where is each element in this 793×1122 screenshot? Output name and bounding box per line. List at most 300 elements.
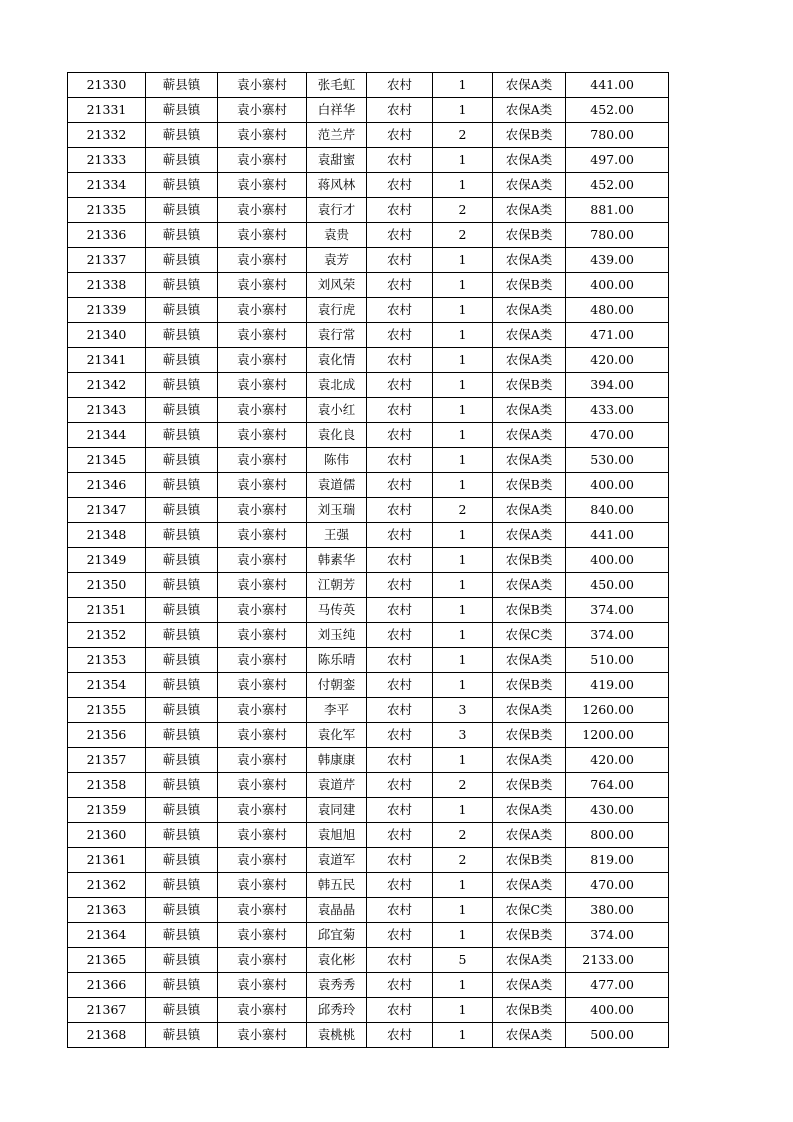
amount-cell: 441.00 (566, 73, 669, 98)
amount-cell: 470.00 (566, 873, 669, 898)
amount-cell: 780.00 (566, 123, 669, 148)
table-row (68, 723, 669, 748)
serial-number-cell: 21365 (68, 948, 146, 973)
area-type-cell: 农村 (367, 823, 433, 848)
village-cell: 袁小寨村 (218, 323, 307, 348)
household-size-cell: 1 (433, 748, 493, 773)
household-size-cell: 1 (433, 623, 493, 648)
town-cell: 蕲县镇 (146, 323, 218, 348)
table-row (68, 473, 669, 498)
village-cell: 袁小寨村 (218, 498, 307, 523)
category-cell: 农保A类 (493, 348, 566, 373)
area-type-cell: 农村 (367, 873, 433, 898)
town-cell: 蕲县镇 (146, 723, 218, 748)
amount-cell: 420.00 (566, 348, 669, 373)
category-cell: 农保B类 (493, 223, 566, 248)
village-cell: 袁小寨村 (218, 623, 307, 648)
town-cell: 蕲县镇 (146, 948, 218, 973)
village-cell: 袁小寨村 (218, 823, 307, 848)
serial-number-cell: 21362 (68, 873, 146, 898)
household-size-cell: 1 (433, 898, 493, 923)
area-type-cell: 农村 (367, 98, 433, 123)
town-cell: 蕲县镇 (146, 248, 218, 273)
household-size-cell: 1 (433, 398, 493, 423)
town-cell: 蕲县镇 (146, 998, 218, 1023)
category-cell: 农保B类 (493, 773, 566, 798)
town-cell: 蕲县镇 (146, 223, 218, 248)
name-cell: 袁小红 (307, 398, 367, 423)
amount-cell: 500.00 (566, 1023, 669, 1048)
name-cell: 袁贵 (307, 223, 367, 248)
village-cell: 袁小寨村 (218, 698, 307, 723)
household-size-cell: 1 (433, 423, 493, 448)
serial-number-cell: 21344 (68, 423, 146, 448)
name-cell: 范兰芹 (307, 123, 367, 148)
name-cell: 邱秀玲 (307, 998, 367, 1023)
household-size-cell: 1 (433, 248, 493, 273)
village-cell: 袁小寨村 (218, 123, 307, 148)
area-type-cell: 农村 (367, 798, 433, 823)
category-cell: 农保C类 (493, 623, 566, 648)
name-cell: 袁秀秀 (307, 973, 367, 998)
village-cell: 袁小寨村 (218, 973, 307, 998)
serial-number-cell: 21336 (68, 223, 146, 248)
household-size-cell: 5 (433, 948, 493, 973)
serial-number-cell: 21345 (68, 448, 146, 473)
name-cell: 陈伟 (307, 448, 367, 473)
area-type-cell: 农村 (367, 548, 433, 573)
village-cell: 袁小寨村 (218, 573, 307, 598)
household-size-cell: 1 (433, 173, 493, 198)
name-cell: 袁甜蜜 (307, 148, 367, 173)
town-cell: 蕲县镇 (146, 848, 218, 873)
table-row (68, 323, 669, 348)
town-cell: 蕲县镇 (146, 773, 218, 798)
amount-cell: 374.00 (566, 598, 669, 623)
category-cell: 农保B类 (493, 998, 566, 1023)
town-cell: 蕲县镇 (146, 173, 218, 198)
table-row (68, 98, 669, 123)
household-size-cell: 2 (433, 848, 493, 873)
serial-number-cell: 21346 (68, 473, 146, 498)
name-cell: 袁化军 (307, 723, 367, 748)
village-cell: 袁小寨村 (218, 648, 307, 673)
table-body (68, 73, 669, 1048)
table-row (68, 823, 669, 848)
category-cell: 农保A类 (493, 973, 566, 998)
area-type-cell: 农村 (367, 498, 433, 523)
town-cell: 蕲县镇 (146, 873, 218, 898)
serial-number-cell: 21353 (68, 648, 146, 673)
serial-number-cell: 21341 (68, 348, 146, 373)
household-size-cell: 1 (433, 98, 493, 123)
serial-number-cell: 21358 (68, 773, 146, 798)
household-size-cell: 1 (433, 523, 493, 548)
village-cell: 袁小寨村 (218, 873, 307, 898)
table-row (68, 73, 669, 98)
village-cell: 袁小寨村 (218, 848, 307, 873)
area-type-cell: 农村 (367, 348, 433, 373)
amount-cell: 1200.00 (566, 723, 669, 748)
village-cell: 袁小寨村 (218, 798, 307, 823)
household-size-cell: 1 (433, 348, 493, 373)
category-cell: 农保A类 (493, 498, 566, 523)
town-cell: 蕲县镇 (146, 473, 218, 498)
town-cell: 蕲县镇 (146, 523, 218, 548)
category-cell: 农保A类 (493, 573, 566, 598)
household-size-cell: 1 (433, 323, 493, 348)
serial-number-cell: 21363 (68, 898, 146, 923)
amount-cell: 380.00 (566, 898, 669, 923)
town-cell: 蕲县镇 (146, 748, 218, 773)
serial-number-cell: 21338 (68, 273, 146, 298)
amount-cell: 470.00 (566, 423, 669, 448)
area-type-cell: 农村 (367, 723, 433, 748)
town-cell: 蕲县镇 (146, 398, 218, 423)
table-row (68, 798, 669, 823)
village-cell: 袁小寨村 (218, 373, 307, 398)
area-type-cell: 农村 (367, 323, 433, 348)
area-type-cell: 农村 (367, 298, 433, 323)
area-type-cell: 农村 (367, 573, 433, 598)
village-cell: 袁小寨村 (218, 98, 307, 123)
town-cell: 蕲县镇 (146, 73, 218, 98)
town-cell: 蕲县镇 (146, 498, 218, 523)
household-size-cell: 1 (433, 473, 493, 498)
town-cell: 蕲县镇 (146, 673, 218, 698)
table-row (68, 973, 669, 998)
village-cell: 袁小寨村 (218, 598, 307, 623)
table-row (68, 198, 669, 223)
records-table (67, 72, 669, 1048)
serial-number-cell: 21352 (68, 623, 146, 648)
serial-number-cell: 21367 (68, 998, 146, 1023)
name-cell: 刘玉纯 (307, 623, 367, 648)
category-cell: 农保A类 (493, 248, 566, 273)
table-row (68, 498, 669, 523)
village-cell: 袁小寨村 (218, 923, 307, 948)
name-cell: 袁行常 (307, 323, 367, 348)
area-type-cell: 农村 (367, 598, 433, 623)
village-cell: 袁小寨村 (218, 398, 307, 423)
amount-cell: 374.00 (566, 623, 669, 648)
area-type-cell: 农村 (367, 73, 433, 98)
name-cell: 袁北成 (307, 373, 367, 398)
town-cell: 蕲县镇 (146, 798, 218, 823)
serial-number-cell: 21330 (68, 73, 146, 98)
table-row (68, 998, 669, 1023)
area-type-cell: 农村 (367, 698, 433, 723)
serial-number-cell: 21340 (68, 323, 146, 348)
category-cell: 农保A类 (493, 748, 566, 773)
household-size-cell: 2 (433, 823, 493, 848)
amount-cell: 400.00 (566, 273, 669, 298)
area-type-cell: 农村 (367, 973, 433, 998)
area-type-cell: 农村 (367, 423, 433, 448)
village-cell: 袁小寨村 (218, 548, 307, 573)
name-cell: 付朝銮 (307, 673, 367, 698)
table-row (68, 673, 669, 698)
category-cell: 农保A类 (493, 523, 566, 548)
village-cell: 袁小寨村 (218, 748, 307, 773)
table-row (68, 173, 669, 198)
category-cell: 农保C类 (493, 898, 566, 923)
name-cell: 袁芳 (307, 248, 367, 273)
category-cell: 农保A类 (493, 323, 566, 348)
household-size-cell: 1 (433, 298, 493, 323)
table-row (68, 848, 669, 873)
town-cell: 蕲县镇 (146, 548, 218, 573)
area-type-cell: 农村 (367, 223, 433, 248)
area-type-cell: 农村 (367, 998, 433, 1023)
category-cell: 农保B类 (493, 723, 566, 748)
table-row (68, 573, 669, 598)
household-size-cell: 1 (433, 873, 493, 898)
name-cell: 袁道儒 (307, 473, 367, 498)
serial-number-cell: 21356 (68, 723, 146, 748)
area-type-cell: 农村 (367, 848, 433, 873)
village-cell: 袁小寨村 (218, 673, 307, 698)
village-cell: 袁小寨村 (218, 273, 307, 298)
name-cell: 邱宜菊 (307, 923, 367, 948)
area-type-cell: 农村 (367, 948, 433, 973)
amount-cell: 400.00 (566, 548, 669, 573)
serial-number-cell: 21350 (68, 573, 146, 598)
category-cell: 农保A类 (493, 398, 566, 423)
serial-number-cell: 21361 (68, 848, 146, 873)
village-cell: 袁小寨村 (218, 998, 307, 1023)
name-cell: 袁行才 (307, 198, 367, 223)
household-size-cell: 1 (433, 798, 493, 823)
household-size-cell: 1 (433, 673, 493, 698)
village-cell: 袁小寨村 (218, 723, 307, 748)
name-cell: 袁晶晶 (307, 898, 367, 923)
area-type-cell: 农村 (367, 623, 433, 648)
category-cell: 农保A类 (493, 98, 566, 123)
amount-cell: 530.00 (566, 448, 669, 473)
village-cell: 袁小寨村 (218, 523, 307, 548)
name-cell: 袁旭旭 (307, 823, 367, 848)
table-row (68, 348, 669, 373)
area-type-cell: 农村 (367, 273, 433, 298)
name-cell: 江朝芳 (307, 573, 367, 598)
name-cell: 袁化良 (307, 423, 367, 448)
area-type-cell: 农村 (367, 523, 433, 548)
serial-number-cell: 21364 (68, 923, 146, 948)
household-size-cell: 1 (433, 573, 493, 598)
amount-cell: 433.00 (566, 398, 669, 423)
category-cell: 农保B类 (493, 673, 566, 698)
serial-number-cell: 21337 (68, 248, 146, 273)
name-cell: 陈乐晴 (307, 648, 367, 673)
amount-cell: 471.00 (566, 323, 669, 348)
area-type-cell: 农村 (367, 398, 433, 423)
area-type-cell: 农村 (367, 373, 433, 398)
village-cell: 袁小寨村 (218, 248, 307, 273)
village-cell: 袁小寨村 (218, 298, 307, 323)
household-size-cell: 1 (433, 448, 493, 473)
town-cell: 蕲县镇 (146, 423, 218, 448)
table-row (68, 748, 669, 773)
town-cell: 蕲县镇 (146, 898, 218, 923)
table-row (68, 523, 669, 548)
town-cell: 蕲县镇 (146, 298, 218, 323)
name-cell: 袁道芹 (307, 773, 367, 798)
area-type-cell: 农村 (367, 473, 433, 498)
amount-cell: 510.00 (566, 648, 669, 673)
category-cell: 农保B类 (493, 848, 566, 873)
village-cell: 袁小寨村 (218, 73, 307, 98)
category-cell: 农保A类 (493, 798, 566, 823)
town-cell: 蕲县镇 (146, 98, 218, 123)
category-cell: 农保A类 (493, 298, 566, 323)
amount-cell: 480.00 (566, 298, 669, 323)
amount-cell: 1260.00 (566, 698, 669, 723)
category-cell: 农保A类 (493, 198, 566, 223)
town-cell: 蕲县镇 (146, 273, 218, 298)
area-type-cell: 农村 (367, 748, 433, 773)
town-cell: 蕲县镇 (146, 123, 218, 148)
town-cell: 蕲县镇 (146, 448, 218, 473)
category-cell: 农保B类 (493, 923, 566, 948)
serial-number-cell: 21351 (68, 598, 146, 623)
village-cell: 袁小寨村 (218, 223, 307, 248)
category-cell: 农保B类 (493, 548, 566, 573)
category-cell: 农保A类 (493, 698, 566, 723)
amount-cell: 441.00 (566, 523, 669, 548)
town-cell: 蕲县镇 (146, 923, 218, 948)
name-cell: 袁道军 (307, 848, 367, 873)
household-size-cell: 2 (433, 123, 493, 148)
household-size-cell: 1 (433, 73, 493, 98)
village-cell: 袁小寨村 (218, 1023, 307, 1048)
name-cell: 韩素华 (307, 548, 367, 573)
table-row (68, 548, 669, 573)
amount-cell: 452.00 (566, 173, 669, 198)
town-cell: 蕲县镇 (146, 148, 218, 173)
table-row (68, 423, 669, 448)
household-size-cell: 1 (433, 973, 493, 998)
area-type-cell: 农村 (367, 1023, 433, 1048)
village-cell: 袁小寨村 (218, 448, 307, 473)
serial-number-cell: 21339 (68, 298, 146, 323)
amount-cell: 2133.00 (566, 948, 669, 973)
amount-cell: 374.00 (566, 923, 669, 948)
name-cell: 蒋风林 (307, 173, 367, 198)
name-cell: 袁化情 (307, 348, 367, 373)
serial-number-cell: 21349 (68, 548, 146, 573)
name-cell: 张毛虹 (307, 73, 367, 98)
amount-cell: 400.00 (566, 473, 669, 498)
area-type-cell: 农村 (367, 173, 433, 198)
village-cell: 袁小寨村 (218, 773, 307, 798)
category-cell: 农保B类 (493, 123, 566, 148)
area-type-cell: 农村 (367, 923, 433, 948)
area-type-cell: 农村 (367, 673, 433, 698)
category-cell: 农保A类 (493, 148, 566, 173)
serial-number-cell: 21334 (68, 173, 146, 198)
household-size-cell: 1 (433, 598, 493, 623)
household-size-cell: 1 (433, 548, 493, 573)
household-size-cell: 1 (433, 998, 493, 1023)
town-cell: 蕲县镇 (146, 198, 218, 223)
village-cell: 袁小寨村 (218, 948, 307, 973)
area-type-cell: 农村 (367, 248, 433, 273)
amount-cell: 881.00 (566, 198, 669, 223)
serial-number-cell: 21360 (68, 823, 146, 848)
category-cell: 农保B类 (493, 273, 566, 298)
amount-cell: 450.00 (566, 573, 669, 598)
table-row (68, 248, 669, 273)
serial-number-cell: 21359 (68, 798, 146, 823)
table-row (68, 948, 669, 973)
table-row (68, 773, 669, 798)
name-cell: 袁同建 (307, 798, 367, 823)
household-size-cell: 1 (433, 1023, 493, 1048)
table-row (68, 223, 669, 248)
amount-cell: 394.00 (566, 373, 669, 398)
town-cell: 蕲县镇 (146, 698, 218, 723)
name-cell: 马传英 (307, 598, 367, 623)
village-cell: 袁小寨村 (218, 348, 307, 373)
serial-number-cell: 21355 (68, 698, 146, 723)
town-cell: 蕲县镇 (146, 573, 218, 598)
serial-number-cell: 21366 (68, 973, 146, 998)
amount-cell: 819.00 (566, 848, 669, 873)
table-row (68, 398, 669, 423)
town-cell: 蕲县镇 (146, 1023, 218, 1048)
household-size-cell: 2 (433, 773, 493, 798)
category-cell: 农保A类 (493, 648, 566, 673)
category-cell: 农保B类 (493, 473, 566, 498)
table-row (68, 598, 669, 623)
town-cell: 蕲县镇 (146, 598, 218, 623)
category-cell: 农保A类 (493, 1023, 566, 1048)
serial-number-cell: 21342 (68, 373, 146, 398)
serial-number-cell: 21357 (68, 748, 146, 773)
household-size-cell: 3 (433, 698, 493, 723)
amount-cell: 452.00 (566, 98, 669, 123)
table-row (68, 648, 669, 673)
village-cell: 袁小寨村 (218, 173, 307, 198)
serial-number-cell: 21331 (68, 98, 146, 123)
serial-number-cell: 21343 (68, 398, 146, 423)
name-cell: 刘风荣 (307, 273, 367, 298)
name-cell: 李平 (307, 698, 367, 723)
table-row (68, 273, 669, 298)
household-size-cell: 1 (433, 923, 493, 948)
category-cell: 农保B类 (493, 373, 566, 398)
table-row (68, 623, 669, 648)
table-row (68, 298, 669, 323)
table-row (68, 698, 669, 723)
name-cell: 韩五民 (307, 873, 367, 898)
amount-cell: 764.00 (566, 773, 669, 798)
category-cell: 农保A类 (493, 173, 566, 198)
area-type-cell: 农村 (367, 648, 433, 673)
household-size-cell: 1 (433, 648, 493, 673)
household-size-cell: 1 (433, 273, 493, 298)
table-row (68, 923, 669, 948)
household-size-cell: 2 (433, 498, 493, 523)
household-size-cell: 2 (433, 198, 493, 223)
area-type-cell: 农村 (367, 448, 433, 473)
name-cell: 王强 (307, 523, 367, 548)
amount-cell: 840.00 (566, 498, 669, 523)
serial-number-cell: 21368 (68, 1023, 146, 1048)
amount-cell: 419.00 (566, 673, 669, 698)
household-size-cell: 3 (433, 723, 493, 748)
